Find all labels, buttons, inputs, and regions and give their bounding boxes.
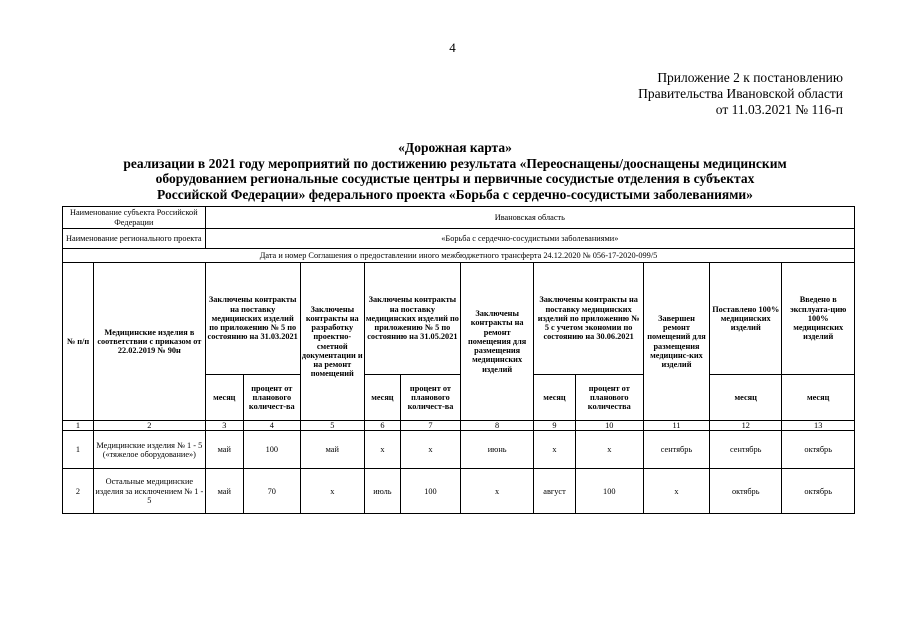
title-line: оборудованием региональные сосудистые центры и первичные сосудистые отделения в субъектах <box>155 171 755 186</box>
subheader-percent: процент от планового количест-ва <box>400 375 460 421</box>
row-number: 1 <box>63 431 94 469</box>
table-cell: октябрь <box>782 469 855 514</box>
table-cell: май <box>300 431 364 469</box>
table-cell: х <box>300 469 364 514</box>
header-commissioned: Введено в эксплуата-цию 100% медицинских изделий <box>782 263 855 375</box>
appendix-header <box>638 70 843 118</box>
page-number: 4 <box>449 40 456 55</box>
info-row-agreement <box>63 249 855 263</box>
header-repair-done: Завершен ремонт помещений для размещения медицинс-ких изделий <box>643 263 709 421</box>
table-row <box>63 469 855 514</box>
appendix-line: Приложение 2 к постановлению <box>657 70 843 85</box>
document-title <box>60 140 850 202</box>
subheader-month: месяц <box>534 375 575 421</box>
appendix-line: от 11.03.2021 № 116-п <box>715 102 843 117</box>
column-number-row <box>63 421 855 431</box>
subheader-month: месяц <box>710 375 782 421</box>
column-number: 1 <box>63 421 94 431</box>
table-cell: 100 <box>400 469 460 514</box>
column-number: 8 <box>460 421 533 431</box>
column-number: 6 <box>364 421 400 431</box>
table-cell: 100 <box>243 431 300 469</box>
table-cell: сентябрь <box>643 431 709 469</box>
header-contracts-0531: Заключены контракты на поставку медицинских изделий по приложению № 5 по состоянию на 31.05.2021 <box>364 263 460 375</box>
table-row <box>63 431 855 469</box>
column-number: 13 <box>782 421 855 431</box>
table-cell: июнь <box>460 431 533 469</box>
column-number: 7 <box>400 421 460 431</box>
table-cell: август <box>534 469 575 514</box>
table-cell: х <box>364 431 400 469</box>
table-cell: х <box>460 469 533 514</box>
table-cell: 70 <box>243 469 300 514</box>
column-number: 2 <box>94 421 206 431</box>
table-cell: май <box>205 469 243 514</box>
title-line: «Дорожная карта» <box>398 140 512 155</box>
roadmap-table <box>62 206 855 514</box>
header-contracts-repair: Заключены контракты на ремонт помещения для размещения медицинских изделий <box>460 263 533 421</box>
agreement: Дата и номер Соглашения о предоставлении иного межбюджетного трансферта 24.12.2020 № 056-17-2020-099/5 <box>63 249 855 263</box>
title-line: реализации в 2021 году мероприятий по достижению результата «Переоснащены/дооснащены медицинским <box>123 155 787 171</box>
column-number: 11 <box>643 421 709 431</box>
row-item: Медицинские изделия № 1 - 5 («тяжелое оборудование») <box>94 431 206 469</box>
table-cell: июль <box>364 469 400 514</box>
header-row <box>63 263 855 375</box>
header-contracts-0331: Заключены контракты на поставку медицинских изделий по приложению № 5 по состоянию на 31.03.2021 <box>205 263 300 375</box>
header-contracts-0630: Заключены контракты на поставку медицинских изделий по приложению № 5 с учетом экономии по состоянию на 30.06.2021 <box>534 263 644 375</box>
subheader-month: месяц <box>205 375 243 421</box>
info-row-subject <box>63 207 855 229</box>
row-number: 2 <box>63 469 94 514</box>
table-cell: х <box>534 431 575 469</box>
header-contracts-design: Заключены контракты на разработку проектно-сметной документации и на ремонт помещений <box>300 263 364 421</box>
subheader-percent: процент от планового количества <box>575 375 643 421</box>
project-label: Наименование регионального проекта <box>63 229 206 249</box>
table-cell: х <box>643 469 709 514</box>
subheader-month: месяц <box>782 375 855 421</box>
header-items: Медицинские изделия в соответствии с приказом от 22.02.2019 № 90н <box>94 263 206 421</box>
table-cell: 100 <box>575 469 643 514</box>
column-number: 5 <box>300 421 364 431</box>
row-item: Остальные медицинские изделия за исключением № 1 - 5 <box>94 469 206 514</box>
table-cell: май <box>205 431 243 469</box>
column-number: 10 <box>575 421 643 431</box>
table-cell: х <box>400 431 460 469</box>
project-value: «Борьба с сердечно-сосудистыми заболеваниями» <box>205 229 854 249</box>
subject-label: Наименование субъекта Российской Федерации <box>63 207 206 229</box>
info-row-project <box>63 229 855 249</box>
subject-value: Ивановская область <box>205 207 854 229</box>
column-number: 12 <box>710 421 782 431</box>
title-line: Российской Федерации» федерального проекта «Борьба с сердечно-сосудистыми заболеваниями» <box>157 186 753 202</box>
table-cell: октябрь <box>782 431 855 469</box>
header-num: № п/п <box>63 263 94 421</box>
column-number: 3 <box>205 421 243 431</box>
appendix-line: Правительства Ивановской области <box>638 86 843 101</box>
column-number: 4 <box>243 421 300 431</box>
table-cell: х <box>575 431 643 469</box>
column-number: 9 <box>534 421 575 431</box>
table-cell: сентябрь <box>710 431 782 469</box>
header-delivered: Поставлено 100% медицинских изделий <box>710 263 782 375</box>
table-cell: октябрь <box>710 469 782 514</box>
subheader-month: месяц <box>364 375 400 421</box>
subheader-percent: процент от планового количест-ва <box>243 375 300 421</box>
